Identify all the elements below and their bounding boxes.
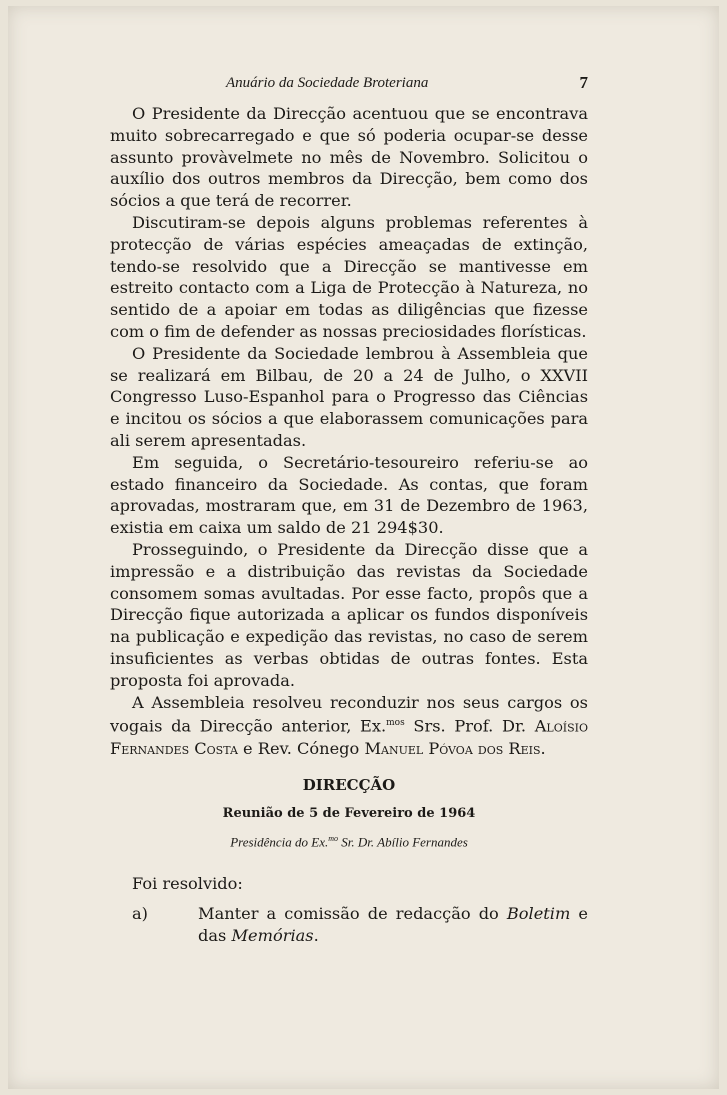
paragraph-text: Srs. Prof. Dr. (404, 716, 535, 736)
paragraph-text: . (540, 738, 546, 758)
body-text (110, 103, 588, 759)
person-name: Aloísio Fernandes Costa (110, 716, 588, 758)
resolved-label: Foi resolvido: (132, 874, 243, 893)
paragraph: O Presidente da Sociedade lembrou à Assembleia que se realizará em Bilbau, de 20 a 24 de Julho, o XXVII Congresso Luso-Espanhol para o Progresso das Ciências e incitou os sócios a que elaborassem comunicações para ali serem apresentadas. (110, 343, 588, 450)
page-number: 7 (579, 73, 588, 92)
paragraph-text: A Assembleia resolveu reconduzir nos seus cargos os vogais da Direcção anterior, Ex. (110, 692, 588, 736)
running-head: Anuário da Sociedade Broteriana (226, 75, 429, 91)
meeting-title: Reunião de 5 de Fevereiro de 1964 (222, 806, 476, 821)
person-name: Manuel Póvoa dos Reis (364, 738, 541, 758)
presidency-line (110, 834, 588, 850)
superscript: mos (386, 718, 405, 729)
page-header (110, 73, 588, 97)
paragraph: Em seguida, o Secretário-tesoureiro referiu-se ao estado financeiro da Sociedade. As contas, que foram aprovadas, mostraram que, em 31 de Dezembro de 1963, existia em caixa um saldo de 21 294$30. (110, 452, 588, 538)
presidency-prefix: Presidência do Ex. (230, 834, 329, 850)
item-letter: a) (132, 904, 148, 923)
paragraph: O Presidente da Direcção acentuou que se encontrava muito sobrecarregado e que só poderia ocupar-se desse assunto provàvelmete no mês de Novembro. Solicitou o auxílio dos outros membros da Direcção, bem como dos sócios a que terá de recorrer. (110, 104, 588, 211)
item-text-part: e das (198, 904, 588, 945)
journal-title: Boletim (506, 904, 571, 923)
paragraph: Discutiram-se depois alguns problemas referentes à protecção de várias espécies ameaçadas de extinção, tendo-se resolvido que a Direcção se mantivesse em estreito contacto com a Liga de Protecção à Natureza, no sentido de a apoiar em todas as diligências que fizesse com o fim de defender as nossas preciosidades florísticas. (110, 212, 588, 341)
section-title: DIRECÇÃO (302, 776, 396, 794)
list-item (132, 903, 588, 947)
paragraph (110, 692, 588, 760)
item-text-part: Manter a comissão de redacção do (198, 904, 507, 923)
item-text-part: . (313, 925, 319, 945)
journal-title: Memórias (231, 925, 314, 945)
paragraph: Prosseguindo, o Presidente da Direcção disse que a impressão e a distribuição das revistas da Sociedade consomem somas avultadas. Por esse facto, propôs que a Direcção fique autorizada a aplicar os fundos disponíveis na publicação e expedição das revistas, no caso de serem insuficientes as verbas obtidas de outras fontes. Esta proposta foi aprovada. (110, 539, 588, 690)
item-text (198, 903, 588, 947)
paragraph-text: e Rev. Cónego (237, 738, 365, 758)
superscript: mo (328, 834, 339, 843)
presidency-suffix: Sr. Dr. Abílio Fernandes (338, 834, 468, 850)
